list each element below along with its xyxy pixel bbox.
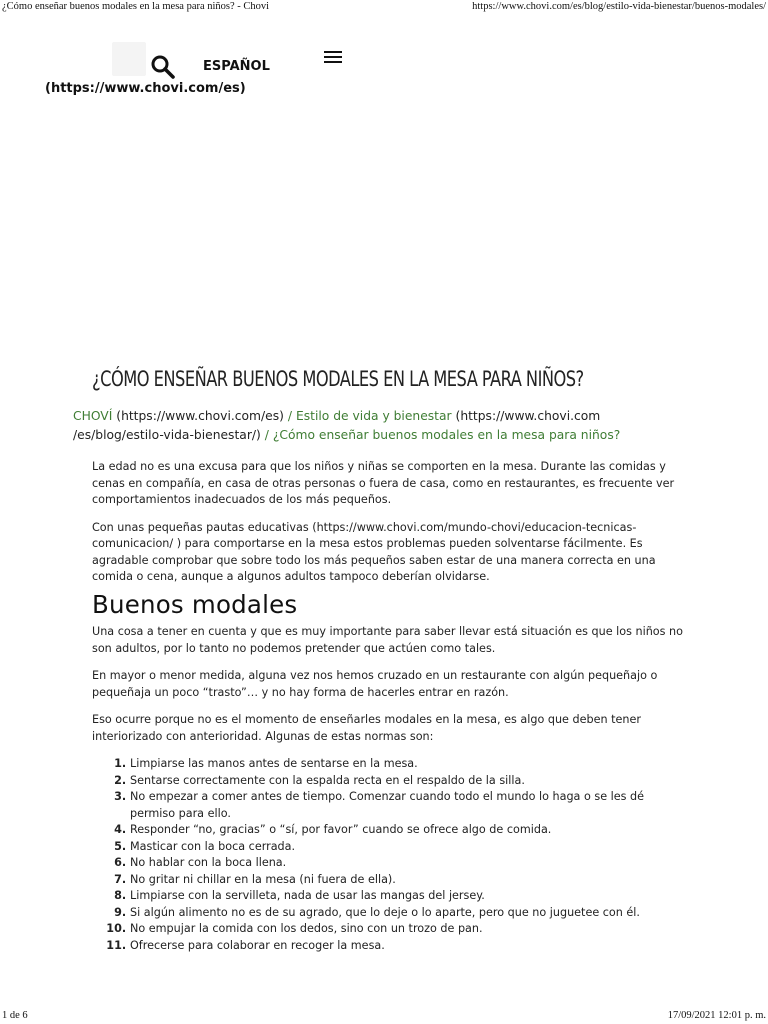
list-item: 6. No hablar con la boca llena. xyxy=(130,855,692,872)
print-header xyxy=(0,0,768,14)
breadcrumb-home-url[interactable]: (https://www.chovi.com/es) xyxy=(116,409,284,423)
list-item: 11. Ofrecerse para colaborar en recoger la mesa. xyxy=(130,938,692,955)
article-title: ¿CÓMO ENSEÑAR BUENOS MODALES EN LA MESA PARA NIÑOS? xyxy=(92,367,584,391)
print-page-title: ¿Cómo enseñar buenos modales en la mesa para niños? - Chovi xyxy=(2,1,270,12)
language-url[interactable]: (https://www.chovi.com/es) xyxy=(45,81,246,96)
print-page-url: https://www.chovi.com/es/blog/estilo-vida-bienestar/buenos-modales/ xyxy=(472,1,766,12)
list-item: 4. Responder “no, gracias” o “sí, por favor” cuando se ofrece algo de comida. xyxy=(130,822,692,839)
section-paragraph: Eso ocurre porque no es el momento de enseñarles modales en la mesa, es algo que deben tener interiorizado con anterioridad. Algunas de estas normas son: xyxy=(92,713,641,743)
breadcrumb-separator: / xyxy=(287,409,293,423)
breadcrumb-separator: / xyxy=(264,428,269,442)
article-body xyxy=(92,459,692,954)
section-paragraph: En mayor o menor medida, alguna vez nos hemos cruzado en un restaurante con algún pequeñajo o pequeñaja un poco “trasto”… y no hay forma de hacerles entrar en razón. xyxy=(92,669,658,699)
language-selector[interactable]: ESPAÑOL xyxy=(203,59,270,74)
list-item: 10. No empujar la comida con los dedos, sino con un trozo de pan. xyxy=(130,921,692,938)
section-heading: Buenos modales xyxy=(92,589,298,619)
intro-paragraph: Con unas pequeñas pautas educativas (https://www.chovi.com/mundo-chovi/educacion-tecnicas-comunicacion/ ) para comportarse en la mesa estos problemas pueden solventarse fácilmente. Es agradable comprobar que sobre todo los más pequeños saben estar de una manera correcta en una comida o cena, aunque a algunos adultos tampoco deberían olvidarse. xyxy=(92,520,656,583)
breadcrumb-category-url[interactable]: (https://www.chovi.com xyxy=(455,409,601,423)
site-header xyxy=(0,40,768,100)
hamburger-menu-icon[interactable] xyxy=(324,50,342,64)
section-paragraph: Una cosa a tener en cuenta y que es muy importante para saber llevar está situación es que los niños no son adultos, por lo tanto no podemos pretender que actúen como tales. xyxy=(92,625,683,655)
list-item: 7. No gritar ni chillar en la mesa (ni fuera de ella). xyxy=(130,872,692,889)
site-logo[interactable] xyxy=(112,42,146,76)
list-item: 3. No empezar a comer antes de tiempo. Comenzar cuando todo el mundo lo haga o se les dé permiso para ello. xyxy=(130,789,692,822)
breadcrumb-category-url-cont[interactable]: /es/blog/estilo-vida-bienestar/) xyxy=(73,428,261,442)
intro-paragraph: La edad no es una excusa para que los niños y niñas se comporten en la mesa. Durante las comidas y cenas en compañía, en casa de otras personas o fuera de casa, como en restaurantes, es frecuente ver comportamientos inadecuados de los más pequeños. xyxy=(92,460,675,506)
rules-list xyxy=(92,756,692,954)
breadcrumb xyxy=(73,407,673,445)
breadcrumb-category[interactable]: Estilo de vida y bienestar xyxy=(295,409,452,423)
list-item: 5. Masticar con la boca cerrada. xyxy=(130,839,692,856)
list-item: 9. Si algún alimento no es de su agrado, que lo deje o lo aparte, pero que no juguetee con él. xyxy=(130,905,692,922)
list-item: 1. Limpiarse las manos antes de sentarse en la mesa. xyxy=(130,756,692,773)
print-footer xyxy=(0,1010,768,1024)
breadcrumb-current: ¿Cómo enseñar buenos modales en la mesa para niños? xyxy=(272,428,621,442)
search-icon[interactable] xyxy=(150,54,176,80)
print-page-number: 1 de 6 xyxy=(2,1010,28,1021)
list-item: 8. Limpiarse con la servilleta, nada de usar las mangas del jersey. xyxy=(130,888,692,905)
list-item: 2. Sentarse correctamente con la espalda recta en el respaldo de la silla. xyxy=(130,773,692,790)
breadcrumb-home[interactable]: CHOVÍ xyxy=(73,409,113,423)
print-datetime: 17/09/2021 12:01 p. m. xyxy=(667,1010,766,1021)
